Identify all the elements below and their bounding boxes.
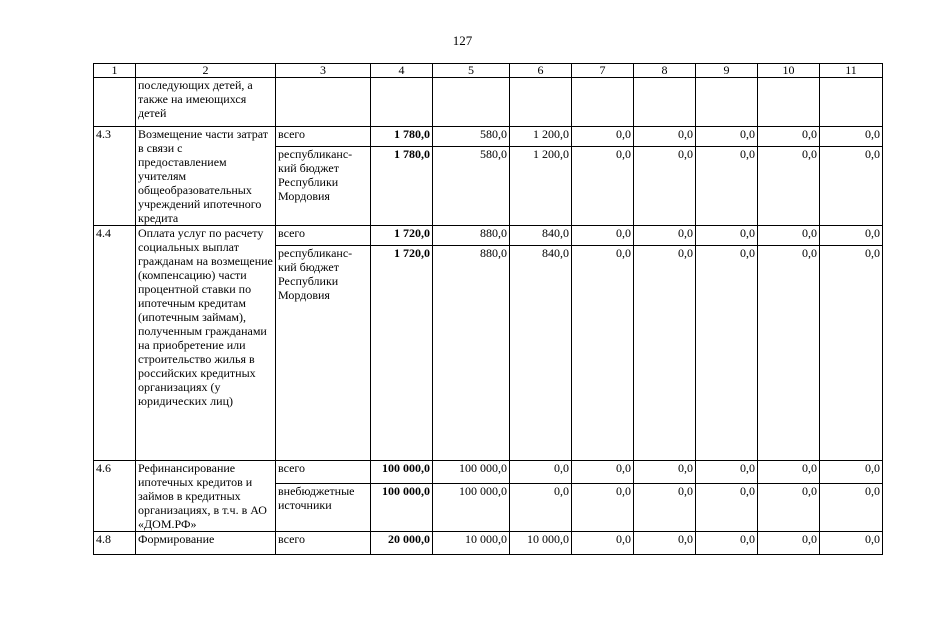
value-cell: 1 200,0 xyxy=(510,147,572,226)
source-cell: всего xyxy=(276,461,371,484)
value-cell: 0,0 xyxy=(820,147,883,226)
table-row xyxy=(94,127,883,147)
value-cell: 0,0 xyxy=(510,484,572,532)
value-cell: 0,0 xyxy=(758,246,820,461)
value-cell: 0,0 xyxy=(572,246,634,461)
source-cell: всего xyxy=(276,532,371,555)
name-cell: Формирование xyxy=(136,532,276,555)
value-cell: 1 780,0 xyxy=(371,147,433,226)
value-cell xyxy=(820,78,883,127)
value-cell: 0,0 xyxy=(758,532,820,555)
financing-table xyxy=(93,63,883,555)
table-row xyxy=(94,226,883,246)
value-cell: 0,0 xyxy=(572,484,634,532)
source-cell: всего xyxy=(276,226,371,246)
value-cell: 1 200,0 xyxy=(510,127,572,147)
value-cell xyxy=(758,78,820,127)
source-cell: республиканс-кий бюджет Республики Мордовия xyxy=(276,147,371,226)
value-cell: 0,0 xyxy=(820,226,883,246)
column-header: 3 xyxy=(276,64,371,78)
column-header: 8 xyxy=(634,64,696,78)
value-cell: 0,0 xyxy=(758,461,820,484)
value-cell: 840,0 xyxy=(510,246,572,461)
value-cell: 0,0 xyxy=(572,461,634,484)
value-cell: 0,0 xyxy=(758,226,820,246)
value-cell: 0,0 xyxy=(696,226,758,246)
code-cell: 4.8 xyxy=(94,532,136,555)
table-row xyxy=(94,78,883,127)
value-cell: 0,0 xyxy=(634,246,696,461)
value-cell xyxy=(510,78,572,127)
value-cell: 100 000,0 xyxy=(371,484,433,532)
value-cell: 0,0 xyxy=(634,484,696,532)
value-cell: 1 780,0 xyxy=(371,127,433,147)
column-header: 6 xyxy=(510,64,572,78)
code-cell: 4.4 xyxy=(94,226,136,461)
value-cell: 0,0 xyxy=(572,147,634,226)
value-cell: 0,0 xyxy=(696,461,758,484)
value-cell: 840,0 xyxy=(510,226,572,246)
value-cell: 0,0 xyxy=(510,461,572,484)
column-header: 2 xyxy=(136,64,276,78)
value-cell: 0,0 xyxy=(758,147,820,226)
value-cell: 0,0 xyxy=(696,484,758,532)
value-cell: 100 000,0 xyxy=(433,461,510,484)
source-cell: всего xyxy=(276,127,371,147)
value-cell: 100 000,0 xyxy=(433,484,510,532)
name-cell: последующих детей, а также на имеющихся детей xyxy=(136,78,276,127)
value-cell: 880,0 xyxy=(433,226,510,246)
value-cell: 10 000,0 xyxy=(510,532,572,555)
value-cell: 0,0 xyxy=(634,461,696,484)
name-cell: Возмещение части затрат в связи с предоставлением учителям общеобразовательных учреждений ипотечного кредита xyxy=(136,127,276,226)
page-number: 127 xyxy=(452,33,473,48)
value-cell: 0,0 xyxy=(696,532,758,555)
value-cell: 0,0 xyxy=(820,246,883,461)
name-cell: Оплата услуг по расчету социальных выплат гражданам на возмещение (компенсацию) части процентной ставки по ипотечным кредитам (ипотечным займам), полученным гражданами на приобретение или строительство жилья в российских кредитных организациях (у юридических лиц) xyxy=(136,226,276,461)
value-cell: 580,0 xyxy=(433,127,510,147)
value-cell: 0,0 xyxy=(820,127,883,147)
value-cell: 0,0 xyxy=(696,147,758,226)
source-cell: республиканс-кий бюджет Республики Мордовия xyxy=(276,246,371,461)
source-cell: внебюджетные источники xyxy=(276,484,371,532)
value-cell: 0,0 xyxy=(572,532,634,555)
value-cell xyxy=(634,78,696,127)
code-cell: 4.6 xyxy=(94,461,136,532)
value-cell: 0,0 xyxy=(634,532,696,555)
value-cell: 100 000,0 xyxy=(371,461,433,484)
value-cell: 0,0 xyxy=(634,226,696,246)
table-header-row xyxy=(94,64,883,78)
value-cell: 0,0 xyxy=(758,127,820,147)
value-cell: 0,0 xyxy=(572,226,634,246)
value-cell xyxy=(696,78,758,127)
column-header: 9 xyxy=(696,64,758,78)
code-cell xyxy=(94,78,136,127)
value-cell: 10 000,0 xyxy=(433,532,510,555)
value-cell: 20 000,0 xyxy=(371,532,433,555)
column-header: 4 xyxy=(371,64,433,78)
value-cell xyxy=(433,78,510,127)
name-cell: Рефинансирование ипотечных кредитов и займов в кредитных организациях, в т.ч. в АО «ДОМ.РФ» xyxy=(136,461,276,532)
value-cell: 0,0 xyxy=(820,532,883,555)
value-cell: 0,0 xyxy=(696,246,758,461)
table-row xyxy=(94,532,883,555)
source-cell xyxy=(276,78,371,127)
column-header: 11 xyxy=(820,64,883,78)
column-header: 7 xyxy=(572,64,634,78)
value-cell: 0,0 xyxy=(572,127,634,147)
value-cell: 0,0 xyxy=(696,127,758,147)
column-header: 1 xyxy=(94,64,136,78)
value-cell: 0,0 xyxy=(820,461,883,484)
column-header: 10 xyxy=(758,64,820,78)
value-cell: 580,0 xyxy=(433,147,510,226)
value-cell: 0,0 xyxy=(634,127,696,147)
column-header: 5 xyxy=(433,64,510,78)
value-cell: 0,0 xyxy=(634,147,696,226)
value-cell: 0,0 xyxy=(820,484,883,532)
value-cell xyxy=(572,78,634,127)
value-cell xyxy=(371,78,433,127)
value-cell: 1 720,0 xyxy=(371,246,433,461)
code-cell: 4.3 xyxy=(94,127,136,226)
value-cell: 0,0 xyxy=(758,484,820,532)
table-row xyxy=(94,461,883,484)
value-cell: 1 720,0 xyxy=(371,226,433,246)
value-cell: 880,0 xyxy=(433,246,510,461)
